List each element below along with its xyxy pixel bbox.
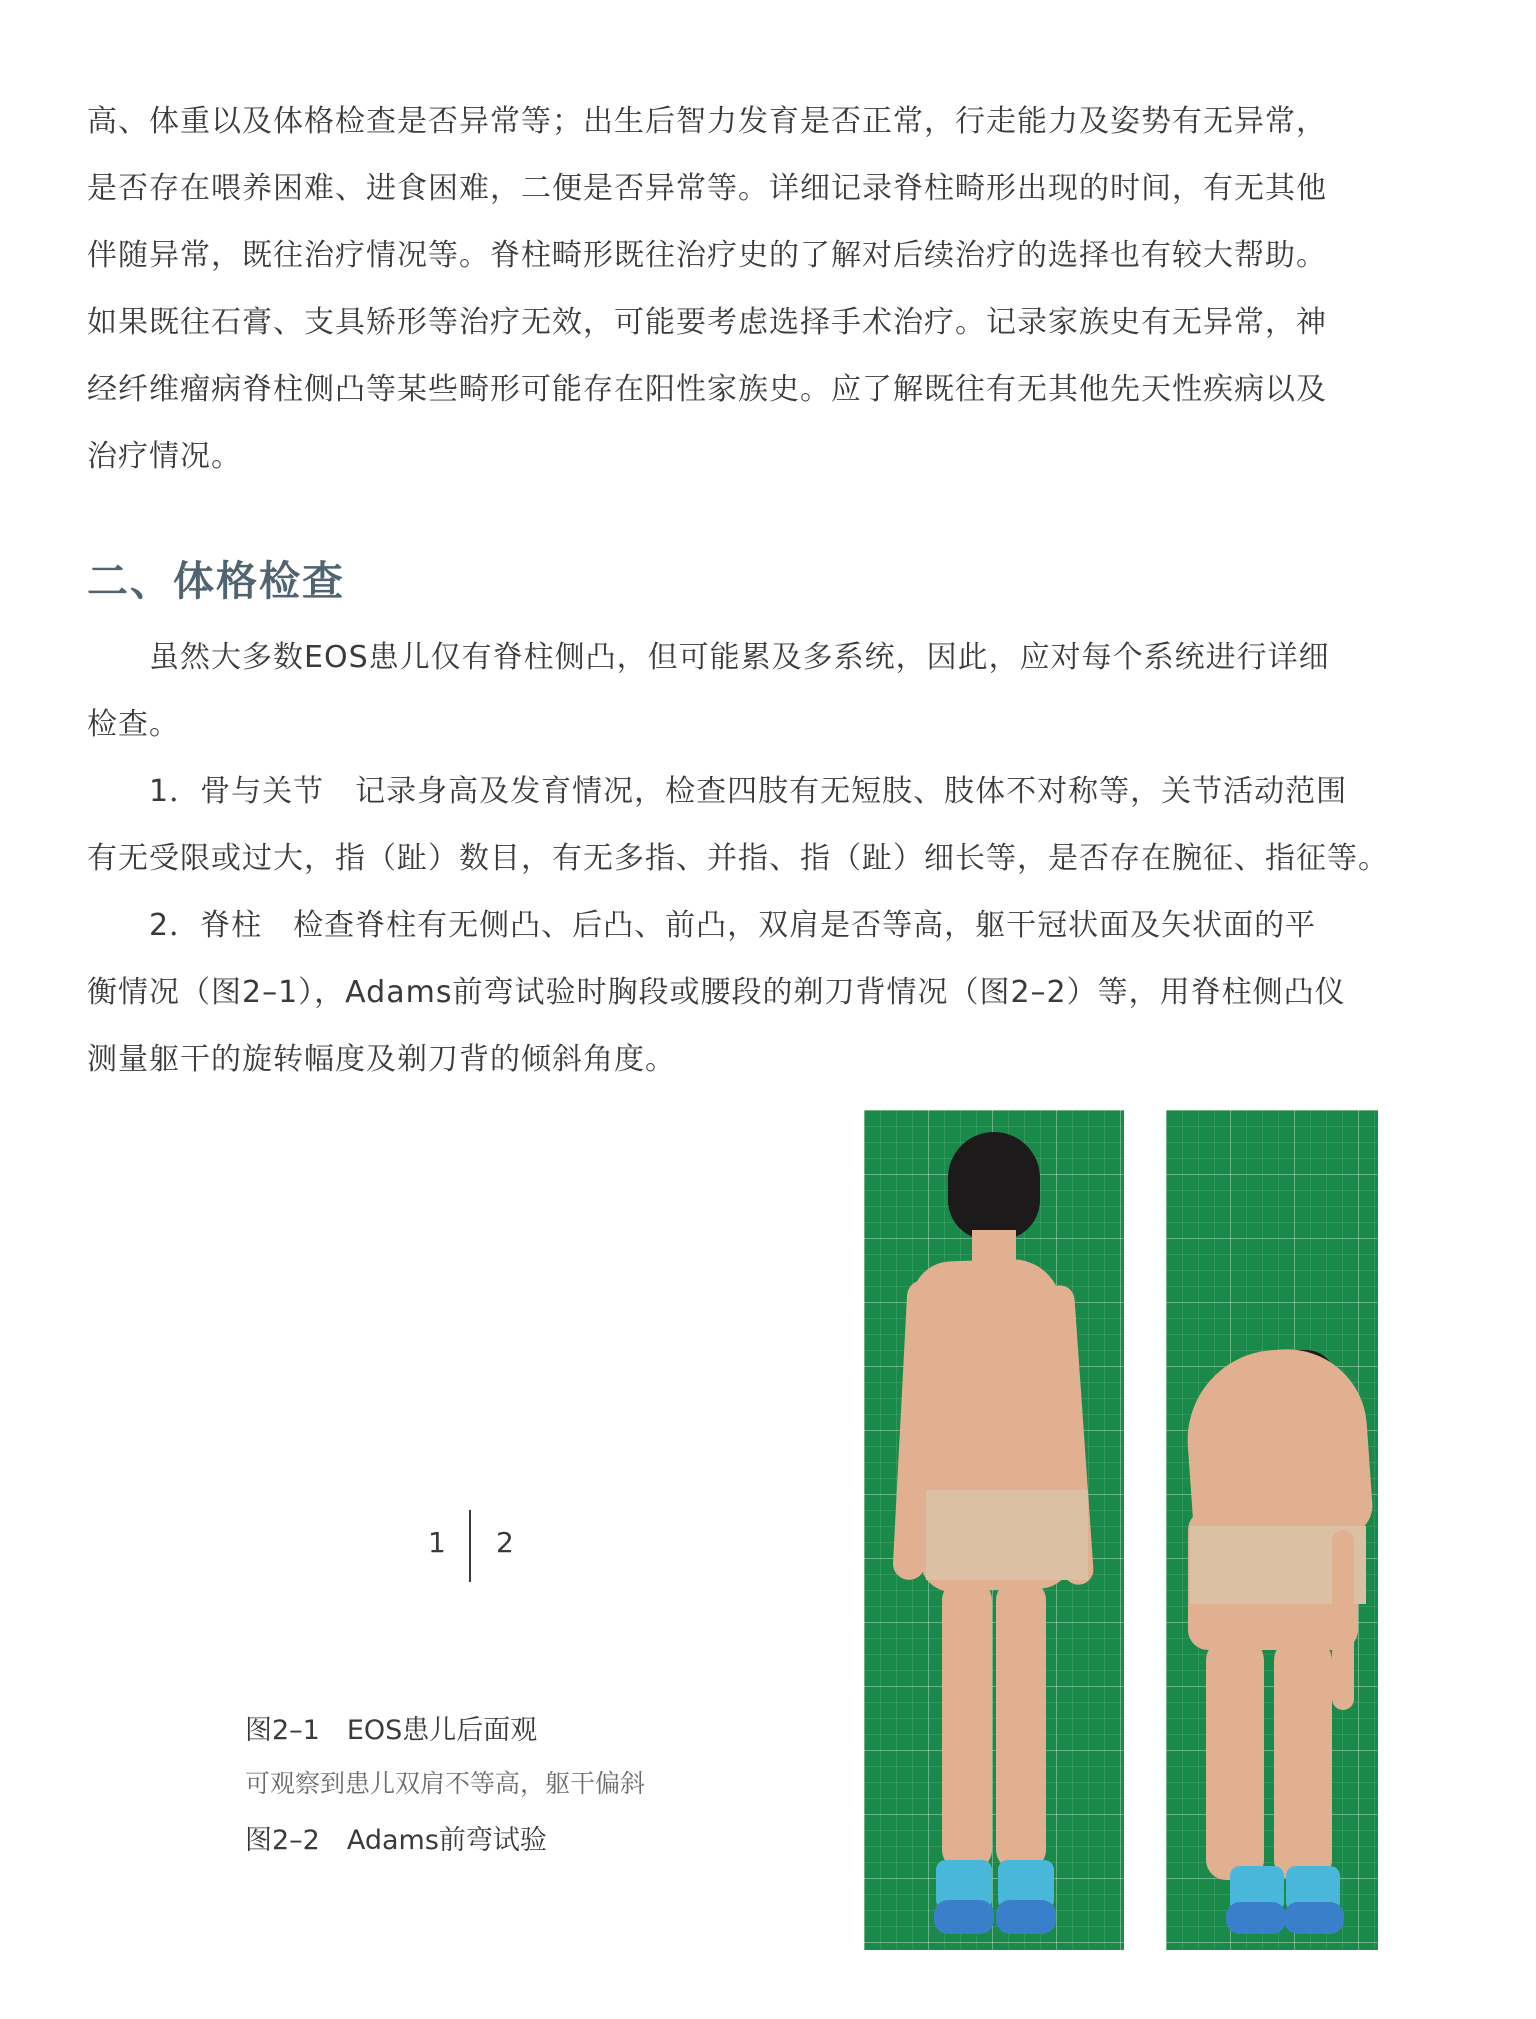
figure-1-photo (864, 1110, 1124, 1950)
head (948, 1132, 1040, 1240)
paragraph-bones-joints (87, 758, 1457, 892)
text-line: 经纤维瘤病脊柱侧凸等某些畸形可能存在阳性家族史。应了解既往有无其他先天性疾病以及 (87, 372, 1327, 407)
text-line: 测量躯干的旋转幅度及剃刀背的倾斜角度。 (87, 1042, 676, 1077)
left-leg (1206, 1640, 1264, 1880)
figure-index-left: 1 (428, 1526, 446, 1559)
figure-index-divider (469, 1510, 471, 1582)
paragraph-intro (87, 624, 1457, 758)
text-line: 如果既往石膏、支具矫形等治疗无效，可能要考虑选择手术治疗。记录家族史有无异常，神 (87, 305, 1327, 340)
paragraph-history (87, 88, 1457, 490)
text-line: 是否存在喂养困难、进食困难，二便是否异常等。详细记录脊柱畸形出现的时间，有无其他 (87, 171, 1327, 206)
text-line: 高、体重以及体格检查是否异常等；出生后智力发育是否正常，行走能力及姿势有无异常， (87, 104, 1327, 139)
text-line: 有无受限或过大，指（趾）数目，有无多指、并指、指（趾）细长等，是否存在腕征、指征等。 (87, 841, 1389, 876)
paragraph-spine (87, 892, 1457, 1093)
figure-1-note: 可观察到患儿双肩不等高，躯干偏斜 (245, 1769, 646, 1798)
text-line: 虽然大多数EOS患儿仅有脊柱侧凸，但可能累及多系统，因此，应对每个系统进行详细 (87, 640, 1330, 675)
left-shoe (1226, 1902, 1286, 1934)
right-shoe (996, 1900, 1056, 1934)
text-line: 衡情况（图2–1），Adams前弯试验时胸段或腰段的剃刀背情况（图2–2）等，用脊柱侧凸仪 (87, 975, 1346, 1010)
text-line: 检查。 (87, 707, 180, 742)
right-shoe (1284, 1902, 1344, 1934)
privacy-mask (926, 1490, 1088, 1580)
figure-2-caption: 图2–2 Adams前弯试验 (245, 1825, 547, 1856)
text-line: 1．骨与关节 记录身高及发育情况，检查四肢有无短肢、肢体不对称等，关节活动范围 (87, 774, 1348, 809)
figure-1-caption: 图2–1 EOS患儿后面观 (245, 1715, 538, 1746)
figure-index-right: 2 (496, 1526, 514, 1559)
hanging-arm (1332, 1530, 1354, 1710)
right-leg (1274, 1640, 1332, 1880)
section-heading: 二、体格检查 (87, 557, 345, 605)
text-line: 2．脊柱 检查脊柱有无侧凸、后凸、前凸，双肩是否等高，躯干冠状面及矢状面的平 (87, 908, 1317, 943)
left-leg (942, 1580, 992, 1870)
text-line: 治疗情况。 (87, 439, 242, 474)
right-leg (996, 1580, 1046, 1870)
figure-2-photo (1166, 1110, 1378, 1950)
text-line: 伴随异常，既往治疗情况等。脊柱畸形既往治疗史的了解对后续治疗的选择也有较大帮助。 (87, 238, 1327, 273)
left-shoe (934, 1900, 994, 1934)
